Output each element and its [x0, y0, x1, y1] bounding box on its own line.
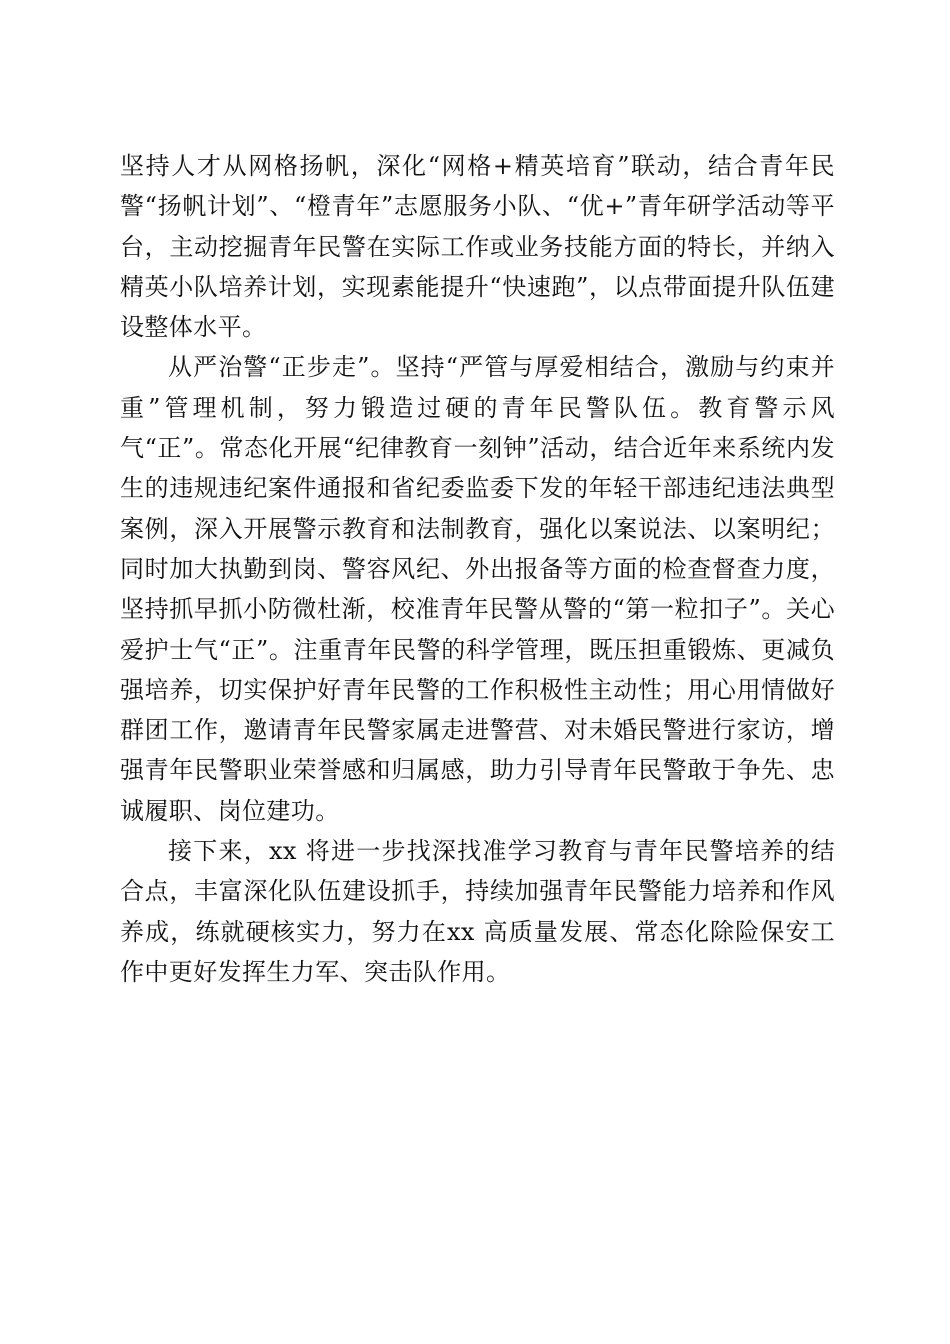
document-body — [120, 146, 835, 992]
paragraph-next-steps: 接下来，xx 将进一步找深找准学习教育与青年民警培养的结合点，丰富深化队伍建设抓手，持续加强青年民警能力培养和作风养成，练就硬核实力，努力在xx 高质量发展、常态化除险保安工作中更好发挥生力军、突击队作用。 — [120, 837, 835, 986]
paragraph-continuation: 坚持人才从网格扬帆，深化“网格+精英培育”联动，结合青年民警“扬帆计划”、“橙青年”志愿服务小队、“优+”青年研学活动等平台，主动挖掘青年民警在实际工作或业务技能方面的特长，并纳入精英小队培养计划，实现素能提升“快速跑”，以点带面提升队伍建设整体水平。 — [120, 152, 835, 342]
paragraph-discipline: 从严治警“正步走”。坚持“严管与厚爱相结合，激励与约束并重”管理机制，努力锻造过硬的青年民警队伍。教育警示风气“正”。常态化开展“纪律教育一刻钟”活动，结合近年来系统内发生的违规违纪案件通报和省纪委监委下发的年轻干部违纪违法典型案例，深入开展警示教育和法制教育，强化以案说法、以案明纪；同时加大执勤到岗、警容风纪、外出报备等方面的检查督查力度，坚持抓早抓小防微杜渐，校准青年民警从警的“第一粒扣子”。关心爱护士气“正”。注重青年民警的科学管理，既压担重锻炼、更减负强培养，切实保护好青年民警的工作积极性主动性；用心用情做好群团工作，邀请青年民警家属走进警营、对未婚民警进行家访，增强青年民警职业荣誉感和归属感，助力引导青年民警敢于争先、忠诚履职、岗位建功。 — [120, 353, 835, 825]
